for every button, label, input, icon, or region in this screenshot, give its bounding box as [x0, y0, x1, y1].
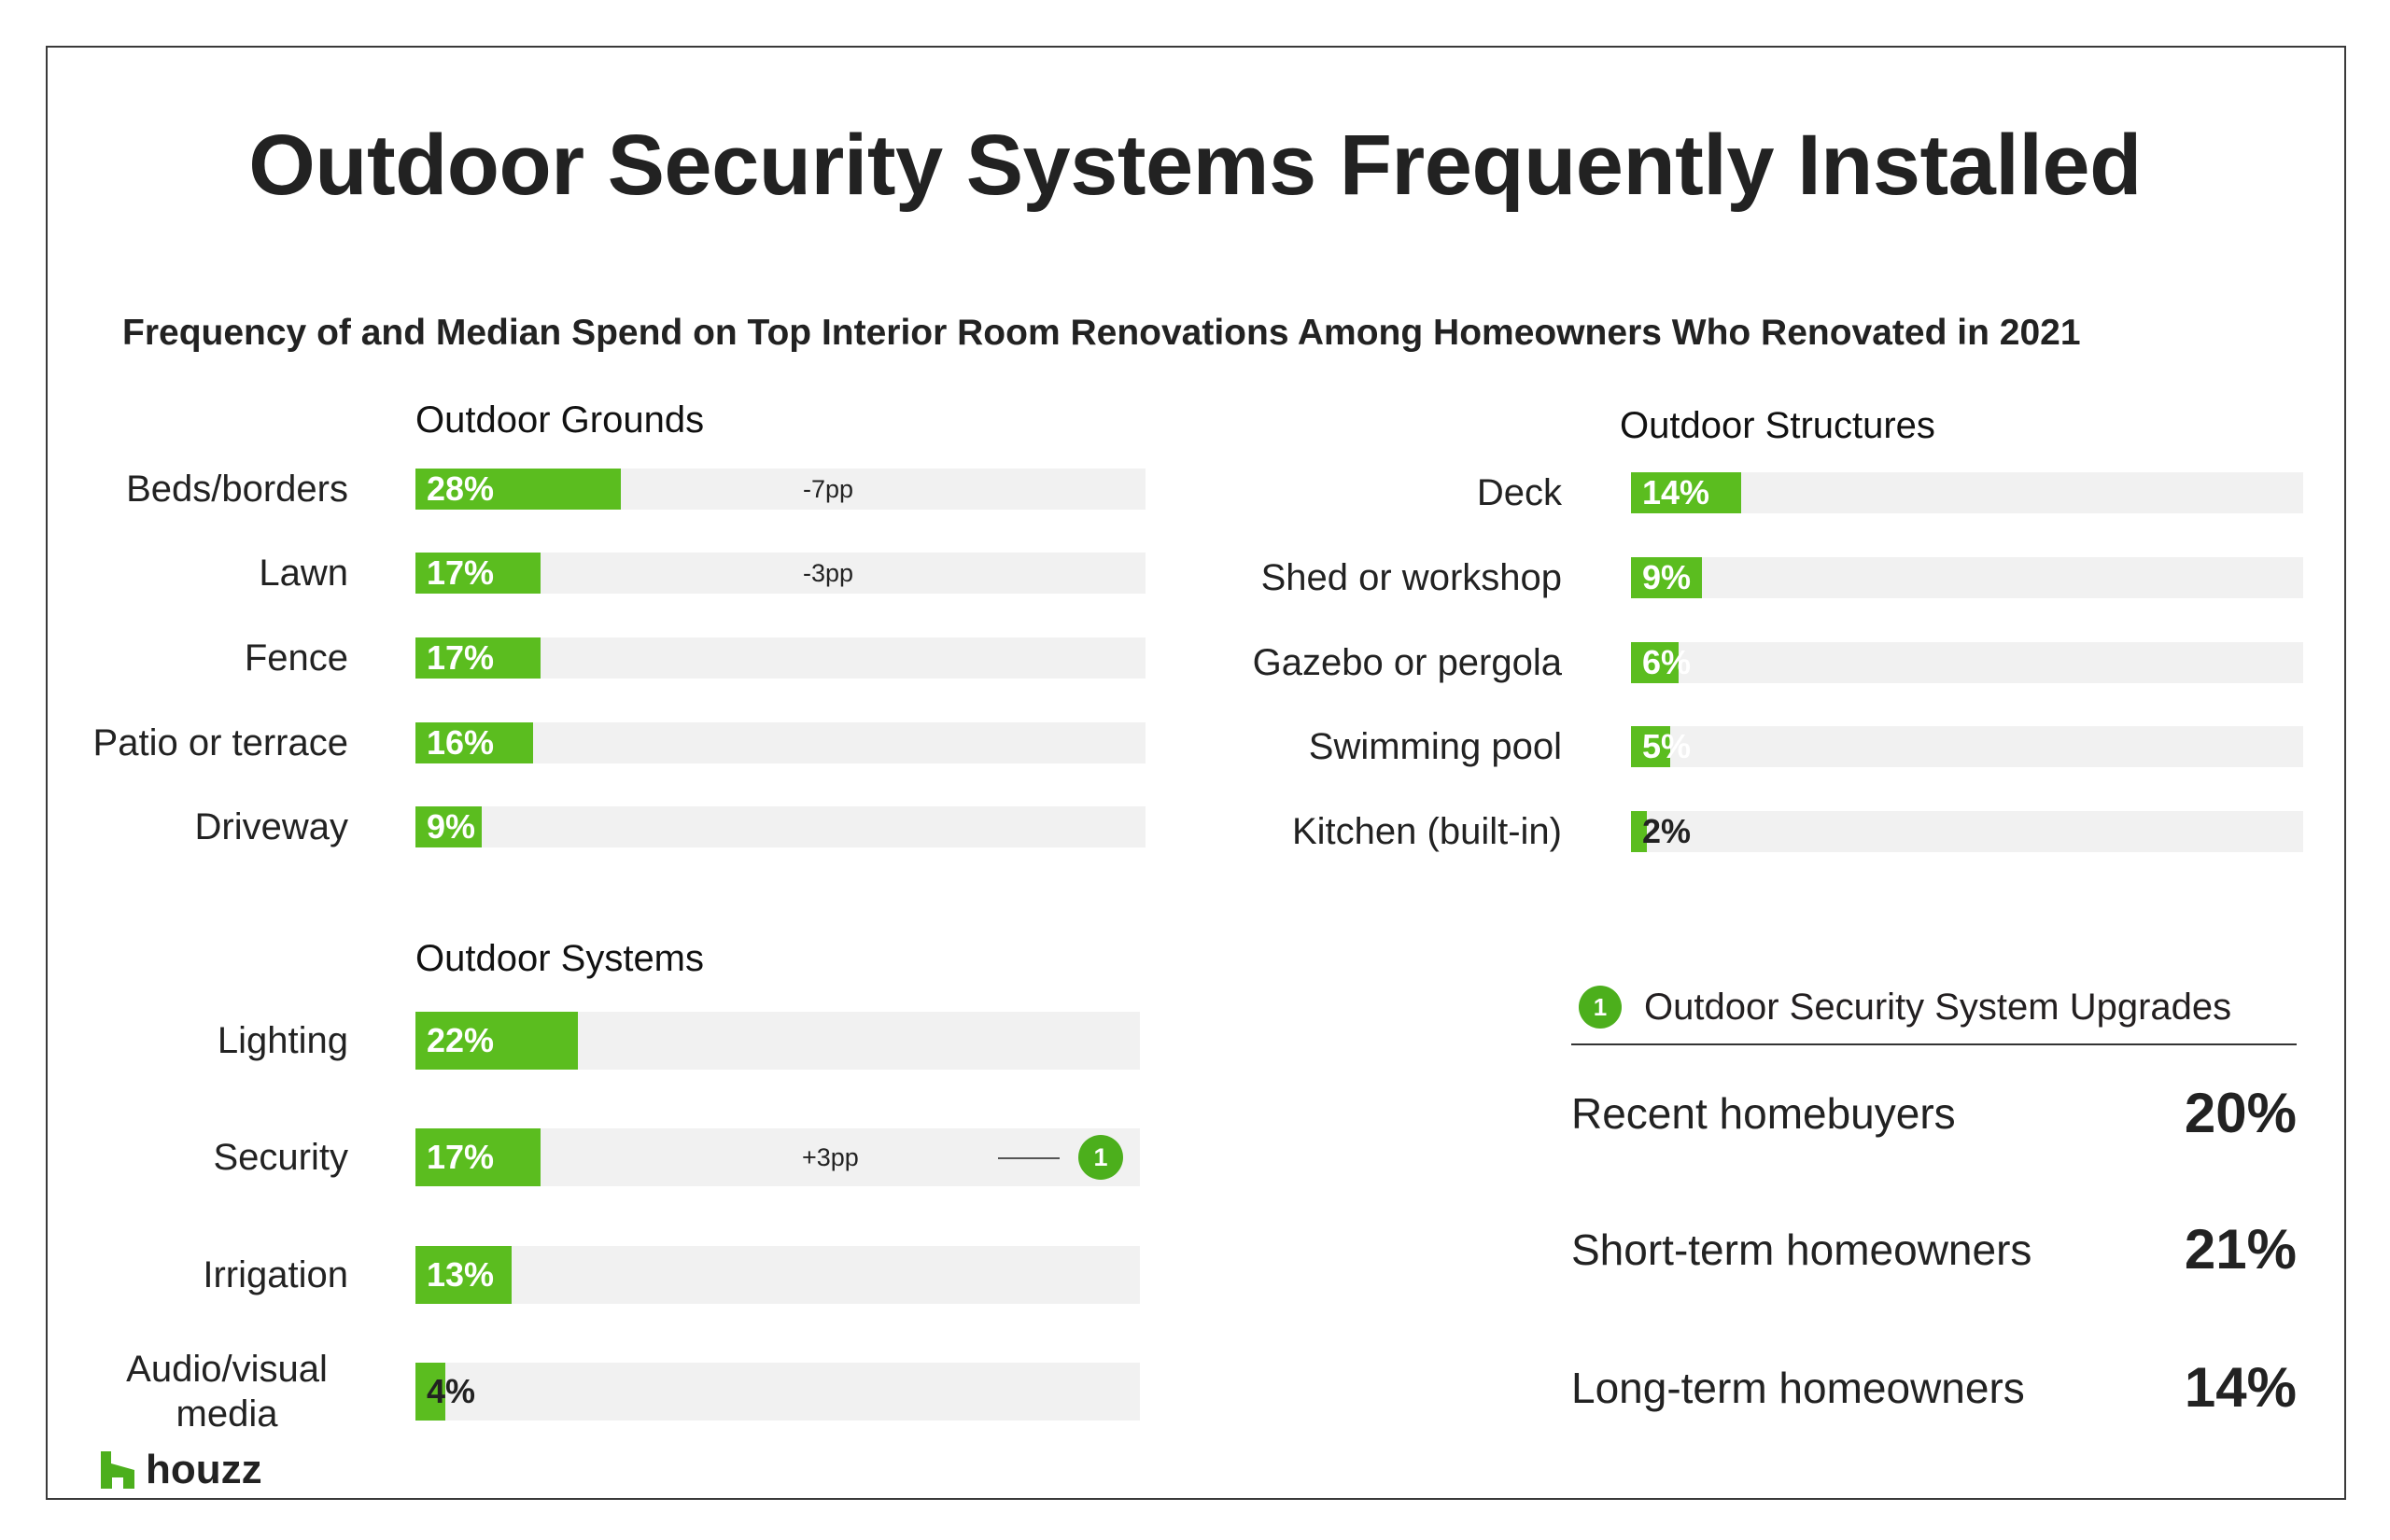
- bar-track: [1631, 811, 2303, 852]
- security-upgrades-header: [1571, 971, 2297, 1045]
- category-label: Fence: [244, 637, 348, 679]
- bar-row-driveway: [194, 806, 1146, 847]
- bar-row-shed-or-workshop: [1260, 557, 2303, 598]
- change-label: -3pp: [803, 558, 854, 587]
- data-label: 17%: [427, 1138, 495, 1176]
- upgrade-label: Short-term homeowners: [1571, 1225, 2032, 1274]
- bar-row-lawn: [259, 553, 1146, 594]
- data-label: 13%: [427, 1255, 495, 1294]
- chart-subtitle: Frequency of and Median Spend on Top Interior Room Renovations Among Homeowners Who Renovated in 2021: [122, 313, 2081, 353]
- change-label: -7pp: [803, 474, 854, 503]
- panel-title-outdoor-structures: Outdoor Structures: [1620, 405, 1935, 446]
- category-label: Security: [213, 1137, 348, 1178]
- change-label: +3pp: [802, 1142, 859, 1171]
- upgrade-row-long-term-homeowners: [1571, 1355, 2297, 1420]
- data-label: 16%: [427, 723, 495, 762]
- data-label: 5%: [1642, 727, 1692, 765]
- panel-title-outdoor-systems: Outdoor Systems: [415, 938, 705, 979]
- category-label: Audio/visual media: [126, 1349, 328, 1435]
- category-label: Patio or terrace: [92, 722, 348, 763]
- footnote-connector: [998, 1157, 1060, 1159]
- footnote-marker: 1: [1078, 1135, 1123, 1180]
- bar-track: [1631, 642, 2303, 683]
- data-label: 17%: [427, 638, 495, 677]
- category-label: Irrigation: [203, 1254, 348, 1295]
- upgrade-row-recent-homebuyers: [1571, 1081, 2297, 1145]
- upgrade-value: 21%: [2184, 1218, 2297, 1281]
- bar-row-lighting: [217, 1012, 1140, 1070]
- upgrade-label: Long-term homeowners: [1571, 1363, 2025, 1412]
- category-label: Deck: [1476, 472, 1562, 513]
- data-label: 4%: [427, 1372, 476, 1410]
- security-upgrades-title: Outdoor Security System Upgrades: [1644, 986, 2232, 1028]
- bar-track: [1631, 726, 2303, 767]
- upgrade-label: Recent homebuyers: [1571, 1088, 1956, 1138]
- category-label: Kitchen (built-in): [1291, 811, 1562, 852]
- data-label: 22%: [427, 1021, 495, 1059]
- houzz-logo: [101, 1447, 262, 1493]
- footnote-badge: 1: [1579, 986, 1622, 1029]
- data-label: 28%: [427, 469, 495, 508]
- category-label: Gazebo or pergola: [1252, 642, 1562, 683]
- upgrade-value: 14%: [2184, 1356, 2297, 1419]
- bar-track: [415, 1363, 1140, 1421]
- category-label: Lawn: [259, 553, 348, 594]
- data-label: 17%: [427, 553, 495, 592]
- category-label: Shed or workshop: [1260, 557, 1562, 598]
- data-label: 9%: [427, 807, 476, 846]
- houzz-wordmark: houzz: [146, 1447, 262, 1492]
- category-label: Swimming pool: [1308, 726, 1562, 767]
- data-label: 14%: [1642, 473, 1710, 511]
- category-label: Beds/borders: [126, 469, 348, 510]
- bar-row-security: [213, 1128, 1140, 1186]
- bar-track: [415, 1246, 1140, 1304]
- bar-row-swimming-pool: [1308, 726, 2303, 767]
- bar-row-beds-borders: [126, 469, 1146, 510]
- upgrade-value: 20%: [2184, 1082, 2297, 1144]
- data-label: 2%: [1642, 812, 1692, 850]
- houzz-h-icon: [101, 1451, 134, 1489]
- category-label: Lighting: [217, 1020, 348, 1061]
- security-upgrades-panel: [1571, 971, 2297, 1419]
- bar-track: [415, 806, 1146, 847]
- panel-title-outdoor-grounds: Outdoor Grounds: [415, 399, 705, 441]
- bar-row-kitchen-built-in: [1291, 811, 2303, 852]
- bar-row-deck: [1476, 472, 2303, 513]
- upgrade-row-short-term-homeowners: [1571, 1217, 2297, 1281]
- chart-frame: [46, 46, 2346, 1500]
- bar-row-gazebo-or-pergola: [1252, 642, 2303, 683]
- bar-row-audio-visual-media: [126, 1349, 1140, 1435]
- bar-row-fence: [244, 637, 1146, 679]
- page-title: Outdoor Security Systems Frequently Installed: [248, 118, 2142, 213]
- category-label: Driveway: [194, 806, 348, 847]
- bar-track: [1631, 557, 2303, 598]
- bar-row-irrigation: [203, 1246, 1140, 1304]
- bar-row-patio-or-terrace: [92, 722, 1146, 763]
- data-label: 6%: [1642, 643, 1692, 681]
- data-label: 9%: [1642, 558, 1692, 596]
